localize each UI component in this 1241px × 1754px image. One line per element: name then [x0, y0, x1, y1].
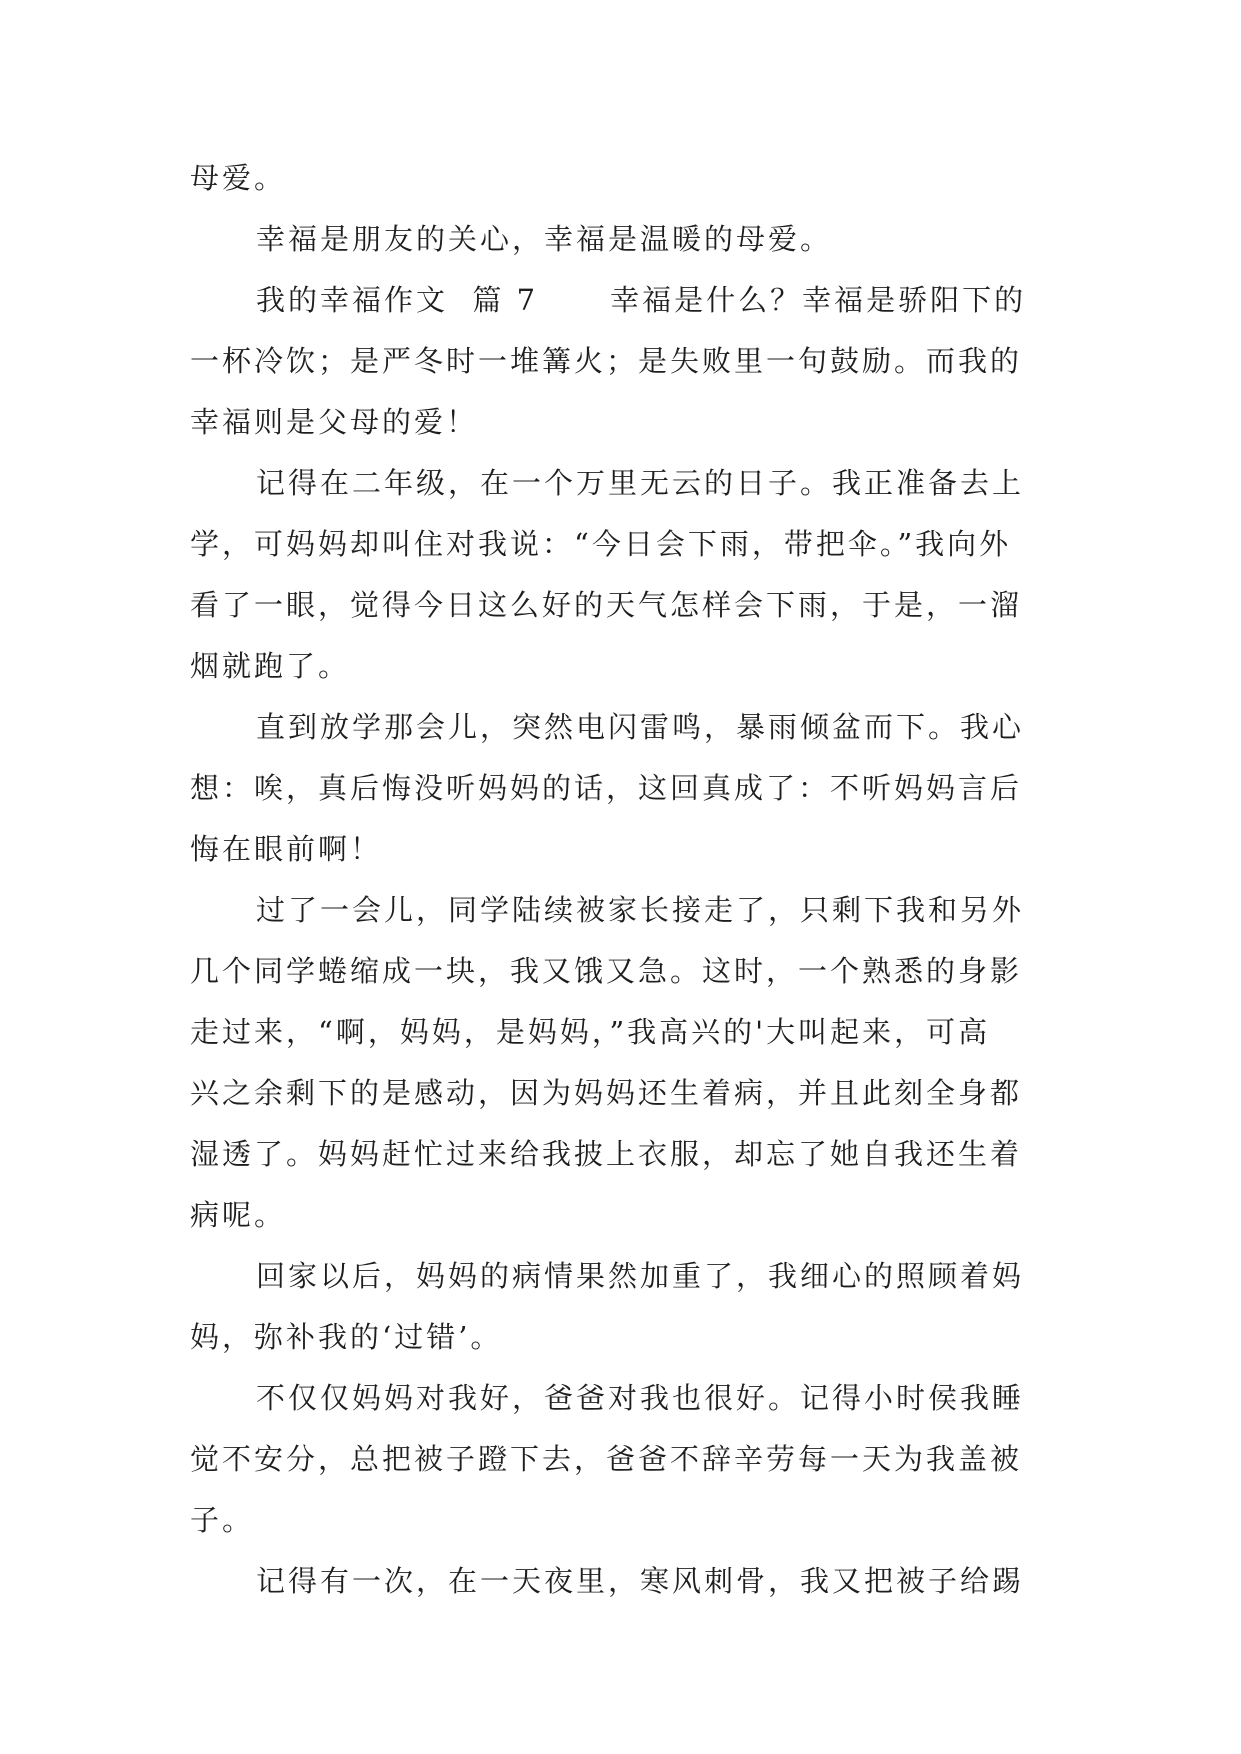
essay-heading: 我的幸福作文 篇 7 — [256, 283, 539, 317]
line-text: 病呢。 — [190, 1198, 287, 1232]
text-line — [190, 819, 1050, 880]
text-line — [190, 880, 1050, 941]
text-line — [190, 148, 1050, 209]
line-text: 母爱。 — [190, 161, 287, 195]
text-line — [190, 1307, 1050, 1368]
text-line — [190, 392, 1050, 453]
document-body — [190, 148, 1050, 1612]
line-text: 悔在眼前啊！ — [190, 832, 383, 866]
paragraph — [190, 1246, 1050, 1368]
text-line — [190, 758, 1050, 819]
text-line — [190, 331, 1050, 392]
line-text: 幸福是什么？幸福是骄阳下的 — [610, 283, 1027, 317]
line-text: 回家以后，妈妈的病情果然加重了，我细心的照顾着妈 — [256, 1259, 1025, 1293]
text-line — [190, 1368, 1050, 1429]
text-line — [190, 636, 1050, 697]
paragraph — [190, 1551, 1050, 1612]
text-line — [190, 575, 1050, 636]
text-line — [190, 514, 1050, 575]
paragraph — [190, 209, 1050, 270]
line-text: 兴之余剩下的是感动，因为妈妈还生着病，并且此刻全身都 — [190, 1076, 1023, 1110]
line-text: 一杯冷饮；是严冬时一堆篝火；是失败里一句鼓励。而我的 — [190, 344, 1023, 378]
line-text: 几个同学蜷缩成一块，我又饿又急。这时，一个熟悉的身影 — [190, 954, 1023, 988]
paragraph — [190, 880, 1050, 1246]
line-text: 子。 — [190, 1503, 255, 1537]
text-line — [190, 697, 1050, 758]
line-text: 过了一会儿，同学陆续被家长接走了，只剩下我和另外 — [256, 893, 1025, 927]
paragraph — [190, 148, 1050, 209]
text-line — [190, 941, 1050, 1002]
line-text: 记得在二年级，在一个万里无云的日子。我正准备去上 — [256, 466, 1025, 500]
text-line — [190, 209, 1050, 270]
text-line — [190, 453, 1050, 514]
line-text: 妈，弥补我的‘过错’。 — [190, 1320, 503, 1354]
line-text: 想：唉，真后悔没听妈妈的话，这回真成了：不听妈妈言后 — [190, 771, 1023, 805]
paragraph — [190, 1368, 1050, 1551]
text-line — [190, 1002, 1050, 1063]
text-line — [190, 1490, 1050, 1551]
line-text: 不仅仅妈妈对我好，爸爸对我也很好。记得小时侯我睡 — [256, 1381, 1025, 1415]
line-text: 看了一眼，觉得今日这么好的天气怎样会下雨，于是，一溜 — [190, 588, 1023, 622]
text-line — [190, 1063, 1050, 1124]
line-text: 幸福是朋友的关心，幸福是温暖的母爱。 — [256, 222, 833, 256]
line-text: 记得有一次，在一天夜里，寒风刺骨，我又把被子给踢 — [256, 1564, 1025, 1598]
text-line — [190, 1246, 1050, 1307]
paragraph — [190, 270, 1050, 453]
line-text: 学，可妈妈却叫住对我说：“今日会下雨，带把伞。”我向外 — [190, 527, 1012, 561]
line-text: 湿透了。妈妈赶忙过来给我披上衣服，却忘了她自我还生着 — [190, 1137, 1023, 1171]
text-line — [190, 1185, 1050, 1246]
text-line — [190, 1551, 1050, 1612]
text-line — [190, 1124, 1050, 1185]
line-text: 烟就跑了。 — [190, 649, 351, 683]
paragraph — [190, 697, 1050, 880]
line-text: 觉不安分，总把被子蹬下去，爸爸不辞辛劳每一天为我盖被 — [190, 1442, 1023, 1476]
line-text: 幸福则是父母的爱！ — [190, 405, 479, 439]
paragraph — [190, 453, 1050, 697]
text-line — [190, 270, 1050, 331]
line-text: 走过来，“啊，妈妈，是妈妈，”我高兴的'大叫起来，可高 — [190, 1015, 991, 1049]
line-text: 直到放学那会儿，突然电闪雷鸣，暴雨倾盆而下。我心 — [256, 710, 1025, 744]
text-line — [190, 1429, 1050, 1490]
